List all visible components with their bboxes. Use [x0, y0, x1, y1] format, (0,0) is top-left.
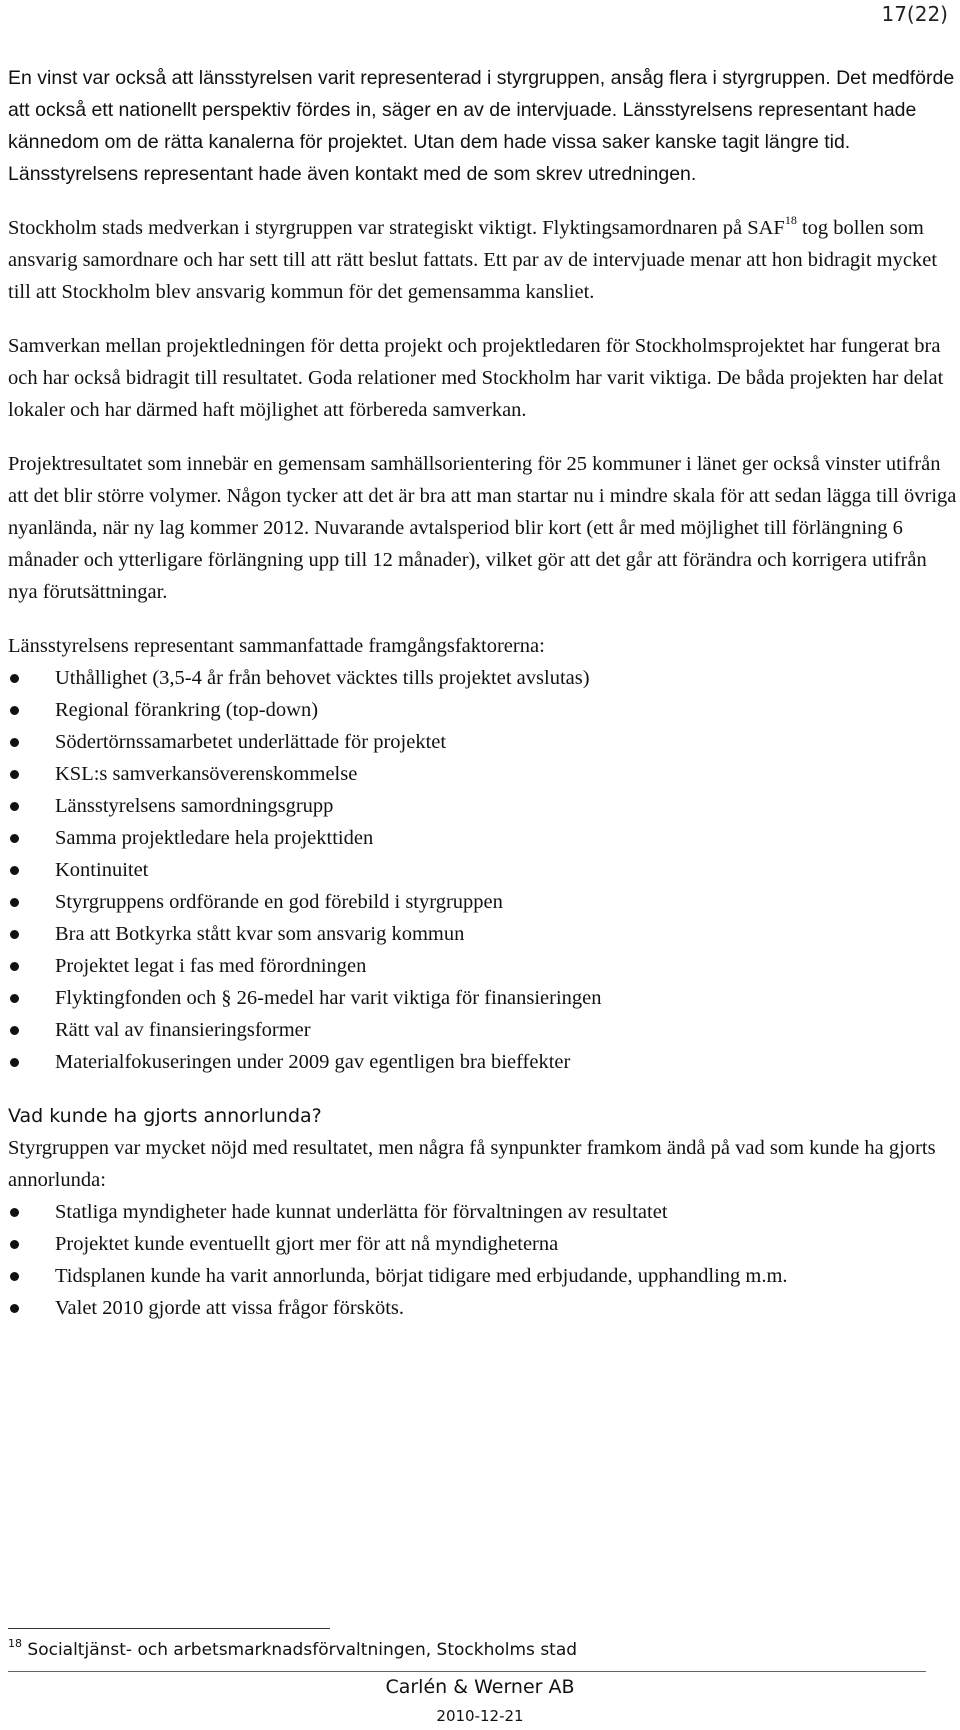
footnote-divider: [8, 1628, 330, 1629]
list-item: Tidsplanen kunde ha varit annorlunda, börjat tidigare med erbjudande, upphandling m.m.: [8, 1260, 958, 1292]
footer-date: 2010-12-21: [436, 1707, 524, 1725]
paragraph-2-text-b: tog bollen som ansvarig samordnare och har sett till att rätt beslut fattats. Ett par av de intervjuade menar att hon bidragit mycket till att Stockholm blev ansvarig kommun för det gemensamma kansliet.: [8, 217, 938, 303]
list-item: Regional förankring (top-down): [8, 694, 958, 726]
list-item: Projektet kunde eventuellt gjort mer för att nå myndigheterna: [8, 1228, 958, 1260]
footnote-reference: 18: [784, 213, 797, 227]
list-item: Samma projektledare hela projekttiden: [8, 822, 958, 854]
list-item: Valet 2010 gjorde att vissa frågor försköts.: [8, 1292, 958, 1324]
footnote-number: 18: [8, 1637, 22, 1650]
section-heading: Vad kunde ha gjorts annorlunda?: [8, 1105, 322, 1127]
success-factors-intro: Länsstyrelsens representant sammanfattade framgångsfaktorerna:: [8, 635, 545, 657]
list-item: KSL:s samverkansöverenskommelse: [8, 758, 958, 790]
list-item: Rätt val av finansieringsformer: [8, 1014, 958, 1046]
list-item: Länsstyrelsens samordningsgrupp: [8, 790, 958, 822]
footer-company: Carlén & Werner AB: [385, 1676, 575, 1698]
list-item: Bra att Botkyrka stått kvar som ansvarig kommun: [8, 918, 958, 950]
list-item: Södertörnssamarbetet underlättade för projektet: [8, 726, 958, 758]
paragraph-2-text-a: Stockholm stads medverkan i styrgruppen var strategiskt viktigt. Flyktingsamordnaren på SAF: [8, 217, 785, 239]
list-item: Uthållighet (3,5-4 år från behovet väcktes tills projektet avslutas): [8, 662, 958, 694]
list-item: Materialfokuseringen under 2009 gav egentligen bra bieffekter: [8, 1046, 958, 1078]
list-item: Styrgruppens ordförande en god förebild i styrgruppen: [8, 886, 958, 918]
success-factors-list: [8, 662, 958, 1078]
improvements-list: [8, 1196, 958, 1324]
paragraph-1: En vinst var också att länsstyrelsen varit representerad i styrgruppen, ansåg flera i styrgruppen. Det medförde att också ett nationellt perspektiv fördes in, säger en av de intervjuade. Länsstyrelsens representant hade kännedom om de rätta kanalerna för projektet. Utan dem hade vissa saker kanske tagit längre tid. Länsstyrelsens representant hade även kontakt med de som skrev utredningen.: [8, 67, 955, 185]
paragraph-4: Projektresultatet som innebär en gemensam samhällsorientering för 25 kommuner i länet ger också vinster utifrån att det blir större volymer. Någon tycker att det är bra att man startar nu i mindre skala för att sedan lägga till övriga nyanlända, när ny lag kommer 2012. Nuvarande avtalsperiod blir kort (ett år med möjlighet till förlängning 6 månader och ytterligare förlängning upp till 12 månader), vilket gör att det går att förändra och korrigera utifrån nya förutsättningar.: [8, 453, 957, 603]
list-item: Projektet legat i fas med förordningen: [8, 950, 958, 982]
section-intro: Styrgruppen var mycket nöjd med resultatet, men några få synpunkter framkom ändå på vad som kunde ha gjorts annorlunda:: [8, 1137, 936, 1191]
footer-divider: [8, 1671, 926, 1672]
document-body: [8, 62, 958, 1346]
paragraph-2: [8, 212, 958, 308]
list-item: Kontinuitet: [8, 854, 958, 886]
paragraph-3: Samverkan mellan projektledningen för detta projekt och projektledaren för Stockholmsprojektet har fungerat bra och har också bidragit till resultatet. Goda relationer med Stockholm har varit viktiga. De båda projekten har delat lokaler och har därmed haft möjlighet att förbereda samverkan.: [8, 335, 944, 421]
page-number: 17(22): [881, 2, 948, 26]
list-item: Statliga myndigheter hade kunnat underlätta för förvaltningen av resultatet: [8, 1196, 958, 1228]
list-item: Flyktingfonden och § 26-medel har varit viktiga för finansieringen: [8, 982, 958, 1014]
footnote: [8, 1637, 578, 1660]
footnote-text: Socialtjänst- och arbetsmarknadsförvaltningen, Stockholms stad: [27, 1640, 578, 1660]
